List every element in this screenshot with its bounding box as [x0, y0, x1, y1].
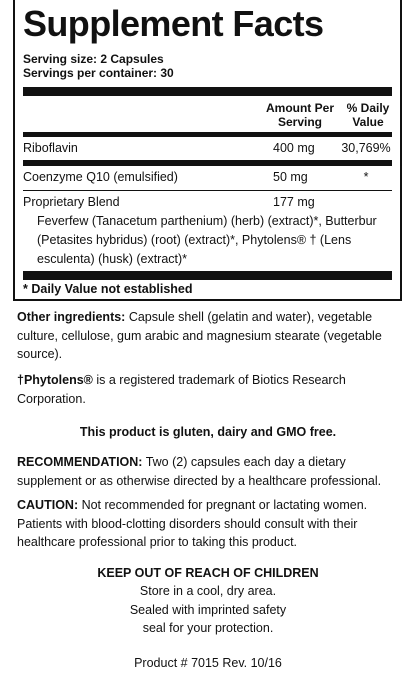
trademark-note: [17, 371, 397, 408]
storage-line: Store in a cool, dry area.: [139, 584, 277, 598]
recommendation-text: Two (2) capsules each day a dietary supplement or as otherwise directed by a healthcare professional.: [17, 455, 382, 488]
recommendation-label: RECOMMENDATION:: [17, 455, 143, 469]
storage-line: Sealed with imprinted safety: [129, 603, 287, 617]
nutrient-amount: 50 mg: [273, 170, 308, 184]
row-divider: [23, 160, 392, 166]
caution-text: Not recommended for pregnant or lactating women. Patients with blood-clotting disorders should consult with their healthcare professional prior to taking this product.: [17, 498, 368, 549]
other-ingredients-text: Capsule shell (gelatin and water), vegetable culture, cellulose, gum arabic and magnesium stearate (vegetable source).: [17, 310, 382, 361]
product-number: Product # 7015 Rev. 10/16: [134, 656, 282, 670]
servings-per-container: Servings per container: 30: [23, 66, 174, 80]
nutrient-row: [23, 167, 392, 187]
supplement-facts-panel: [13, 0, 402, 301]
other-ingredients-label: Other ingredients:: [17, 310, 126, 324]
nutrient-dv: 30,769%: [341, 141, 391, 155]
nutrient-row: [23, 138, 392, 158]
panel-title: Supplement Facts: [23, 3, 324, 44]
trademark-text: is a registered trademark of Biotics Research Corporation.: [17, 373, 346, 406]
nutrient-name: Riboflavin: [23, 141, 78, 155]
daily-value-footnote: * Daily Value not established: [23, 282, 193, 296]
caution-label: CAUTION:: [17, 498, 79, 512]
nutrient-row: [23, 192, 392, 212]
keep-out-of-reach: KEEP OUT OF REACH OF CHILDREN: [97, 566, 319, 580]
thick-divider: [23, 87, 392, 96]
nutrient-name: Proprietary Blend: [23, 195, 120, 209]
serving-size: Serving size: 2 Capsules: [23, 52, 164, 66]
daily-value-header: % Daily Value: [346, 101, 390, 129]
nutrient-amount: 177 mg: [273, 195, 315, 209]
amount-per-serving-header: Amount Per Serving: [265, 101, 334, 129]
nutrient-name: Coenzyme Q10 (emulsified): [23, 170, 178, 184]
nutrient-dv: *: [363, 170, 369, 184]
other-ingredients: [17, 308, 397, 364]
nutrient-amount: 400 mg: [273, 141, 315, 155]
header-divider: [23, 132, 392, 137]
blend-ingredients: Feverfew (Tanacetum parthenium) (herb) (extract)*, Butterbur (Petasites hybridus) (root) (extract)*, Phytolens® † (Lens esculenta) (husk) (extract)*: [37, 214, 377, 266]
caution: [17, 496, 397, 552]
thick-divider: [23, 271, 392, 280]
recommendation: [17, 453, 397, 490]
gluten-free-statement: This product is gluten, dairy and GMO free.: [79, 425, 337, 439]
trademark-mark: †Phytolens®: [17, 373, 93, 387]
row-divider: [23, 190, 392, 191]
storage-line: seal for your protection.: [142, 621, 274, 635]
